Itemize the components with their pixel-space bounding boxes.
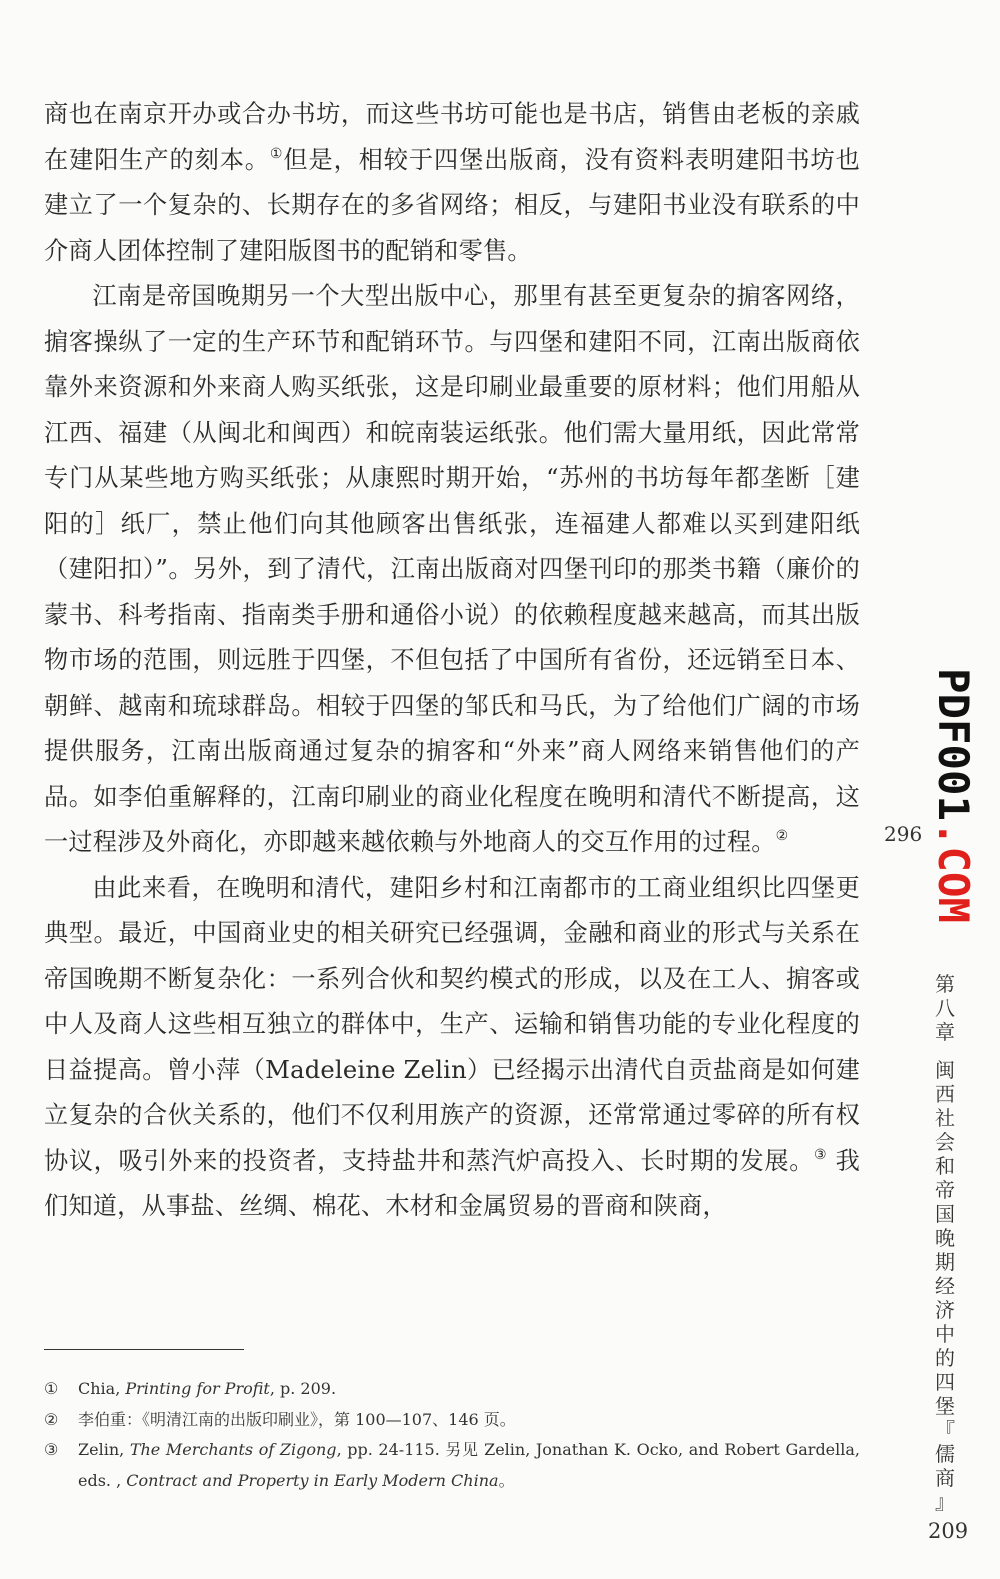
paragraph [44,866,860,1230]
footnote-title: Printing for Profit [125,1379,270,1398]
footnote-separator [44,1349,244,1350]
footnote-number: ③ [44,1440,59,1459]
footnote-title: Contract and Property in Early Modern China [126,1470,499,1490]
page-number: 209 [928,1519,969,1543]
paragraph-text: 但是，相较于四堡出版商，没有资料表明建阳书坊也建立了一个复杂的、长期存在的多省网络；相反，与建阳书业没有联系的中介商人团体控制了建阳版图书的配销和零售。 [44,145,860,265]
paragraph [44,274,860,866]
footnote-ref[interactable]: ③ [814,1146,828,1163]
side-page-number: 296 [884,822,923,846]
footnotes [44,1374,860,1496]
paragraph-text: 江南是帝国晚期另一个大型出版中心，那里有甚至更复杂的掮客网络，掮客操纵了一定的生产环节和配销环节。与四堡和建阳不同，江南出版商依靠外来资源和外来商人购买纸张，这是印刷业最重要的原材料；他们用船从江西、福建（从闽北和闽西）和皖南装运纸张。他们需大量用纸，因此常常专门从某些地方购买纸张；从康熙时期开始，“苏州的书坊每年都垄断［建阳的］纸厂，禁止他们向其他顾客出售纸张，连福建人都难以买到建阳纸（建阳扣）”。另外，到了清代，江南出版商对四堡刊印的那类书籍（廉价的蒙书、科考指南、指南类手册和通俗小说）的依赖程度越来越高，而其出版物市场的范围，则远胜于四堡，不但包括了中国所有省份，还远销至日本、朝鲜、越南和琉球群岛。相较于四堡的邹氏和马氏，为了给他们广阔的市场提供服务，江南出版商通过复杂的掮客和“外来”商人网络来销售他们的产品。如李伯重解释的，江南印刷业的商业化程度在晚明和清代不断提高，这一过程涉及外商化，亦即越来越依赖与外地商人的交互作用的过程。 [44,282,860,856]
body-text [44,92,860,1230]
footnote-number: ① [44,1379,59,1398]
running-head [932,972,958,1514]
paragraph-text: 商也在南京开办或合办书坊，而这些书坊可能也是书店，销售由老板的亲戚在建阳生产的刻本。 [44,100,860,174]
running-head-title: 闽 西 社 会 和 帝 国 晚 期 经 济 中 的 四 堡 『 儒 商 』 [935,1058,955,1514]
footnote [44,1405,860,1436]
watermark-logo [929,668,989,926]
footnote-title: The Merchants of Zigong [129,1440,337,1459]
footnote-segment: Chia, [78,1379,126,1398]
footnote-text [78,1435,860,1496]
footnote-segment: , p. 209. [269,1379,337,1398]
footnote-ref[interactable]: ① [269,145,284,162]
footnote-text [78,1405,860,1436]
footnote-segment: , pp. 24-115. 另见 Zelin, Jonathan K. Ocko, and Robert Gardella, eds. , [78,1440,861,1490]
footnote-number: ② [44,1409,59,1429]
footnote-segment: 。 [498,1470,515,1490]
paragraph-text: 我们知道，从事盐、丝绸、棉花、木材和金属贸易的晋商和陕商， [44,1146,860,1220]
paragraph [44,92,860,274]
footnote-segment: 李伯重：《明清江南的出版印刷业》，第 100—107、146 页。 [78,1409,516,1429]
svg-text:PDF001.COM: PDF001.COM [929,668,978,923]
footnote [44,1374,860,1405]
footnote-segment: Zelin, [78,1440,130,1459]
running-head-chapter: 第 八 章 [935,972,955,1044]
footnote-text [78,1374,860,1405]
footnote-ref[interactable]: ② [775,828,789,844]
paragraph-text: 由此来看，在晚明和清代，建阳乡村和江南都市的工商业组织比四堡更典型。最近，中国商业史的相关研究已经强调，金融和商业的形式与关系在帝国晚期不断复杂化：一系列合伙和契约模式的形成，以及在工人、掮客或中人及商人这些相互独立的群体中，生产、运输和销售功能的专业化程度的日益提高。曾小萍（Madeleine Zelin）已经揭示出清代自贡盐商是如何建立复杂的合伙关系的，他们不仅利用族产的资源，还常常通过零碎的所有权协议，吸引外来的投资者，支持盐井和蒸汽炉高投入、长时期的发展。 [44,873,860,1175]
footnote [44,1435,860,1496]
